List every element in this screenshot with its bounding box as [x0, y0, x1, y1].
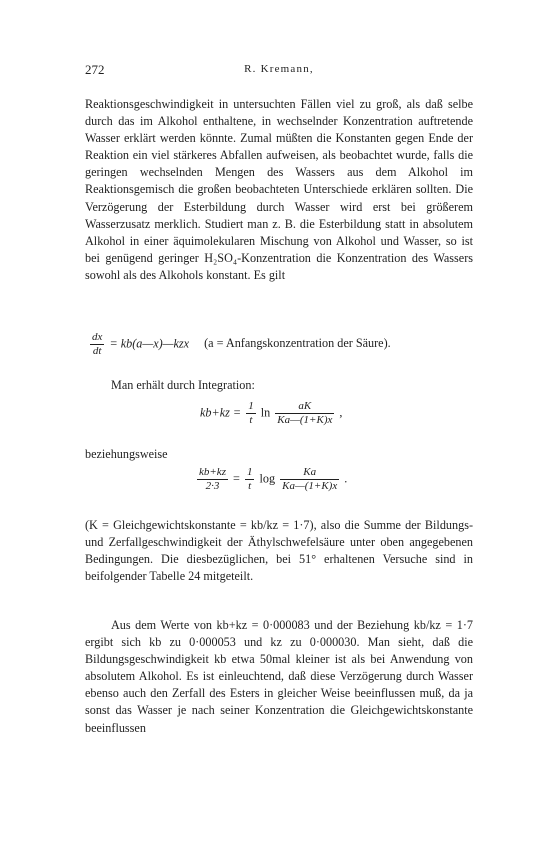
page-header [85, 62, 473, 80]
page-number: 272 [85, 62, 105, 77]
equation-integrated-log [195, 466, 347, 493]
ln-operator: ln [260, 405, 271, 420]
ln-coefficient: $\frac{1}{t}$ [248, 400, 254, 426]
beziehungsweise-label: beziehungsweise [85, 447, 168, 461]
equation-rate [88, 331, 391, 358]
running-head: R. Kremann, [244, 63, 314, 75]
log-lhs: $\frac{kb+kz}{2\cdot 3}$ [199, 466, 226, 492]
log-tail: . [344, 471, 348, 486]
log-operator: log [259, 471, 276, 486]
ln-argument: $\frac{aK}{Ka—(1+K)x}$ [277, 400, 333, 426]
log-coefficient: $\frac{1}{t}$ [246, 466, 253, 492]
log-argument: $\frac{Ka}{Ka—(1+K)x}$ [282, 466, 338, 492]
rate-rhs: = kb(a—x)—kzx [109, 336, 190, 351]
body-paragraph-1: Reaktionsgeschwindigkeit in untersuchten Fällen viel zu groß, als daß selbe durch das im Alkohol enthaltene, in wechselnder Konzentration auftretende Wasser erklärt werden könnte. Zumal müßten die Konstanten gegen Ende der Reaktion ein viel stärkeres Abfallen aufweisen, als beobachtet wurde, falls die geringen wechselnden Mengen des Wassers aus dem Alkohol im Reaktionsgemisch die großen beobachteten Unterschiede erklären sollten. Die Verzögerung der Esterbildung durch Wasser wird erst bei größerem Wasserzusatz merklich. Studiert man z. B. die Esterbildung statt in absolutem Alkohol in einer äquimolekularen Mischung von Alkohol und Wasser, so ist bei genügend geringer H₂SO₄-Konzentration die Konzentration des Wassers sowohl als des Alkohols konstant. Es gilt [85, 97, 473, 282]
body-paragraph-3: Aus dem Werte von kb+kz = 0·000083 und der Beziehung kb/kz = 1·7 ergibt sich kb zu 0·000053 und kz zu 0·000030. Man sieht, daß die Bildungsgeschwindigkeit kb etwa 50mal kleiner ist als bei Anwendung von absolutem Alkohol. Es ist einleuchtend, daß diese Verzögerung durch Wasser ebenso auch den Zerfall des Esters in gleicher Weise beeinflussen muß, da ja sonst das Wasser je nach seiner Konzentration die Gleichgewichtskonstante beeinflussen [85, 618, 473, 735]
equation-integrated-ln [200, 400, 342, 427]
body-paragraph-2: (K = Gleichgewichtskonstante = kb/kz = 1·7), also die Summe der Bildungs- und Zerfallgeschwindigkeit der Äthylschwefelsäure unter oben angegebenen Bedingungen. Die diesbezüglichen, bei 51° erhaltenen Versuche sind in beifolgender Tabelle 24 mitgeteilt. [85, 518, 473, 584]
log-equals: = [233, 471, 240, 486]
rate-note: (a = Anfangskonzentration der Säure). [204, 336, 391, 351]
derivative-fraction: $\frac{dx}{dt}$ [92, 331, 103, 357]
integration-intro: Man erhält durch Integration: [111, 378, 255, 392]
ln-lhs: kb+kz = [200, 405, 242, 420]
ln-tail: , [339, 405, 343, 420]
